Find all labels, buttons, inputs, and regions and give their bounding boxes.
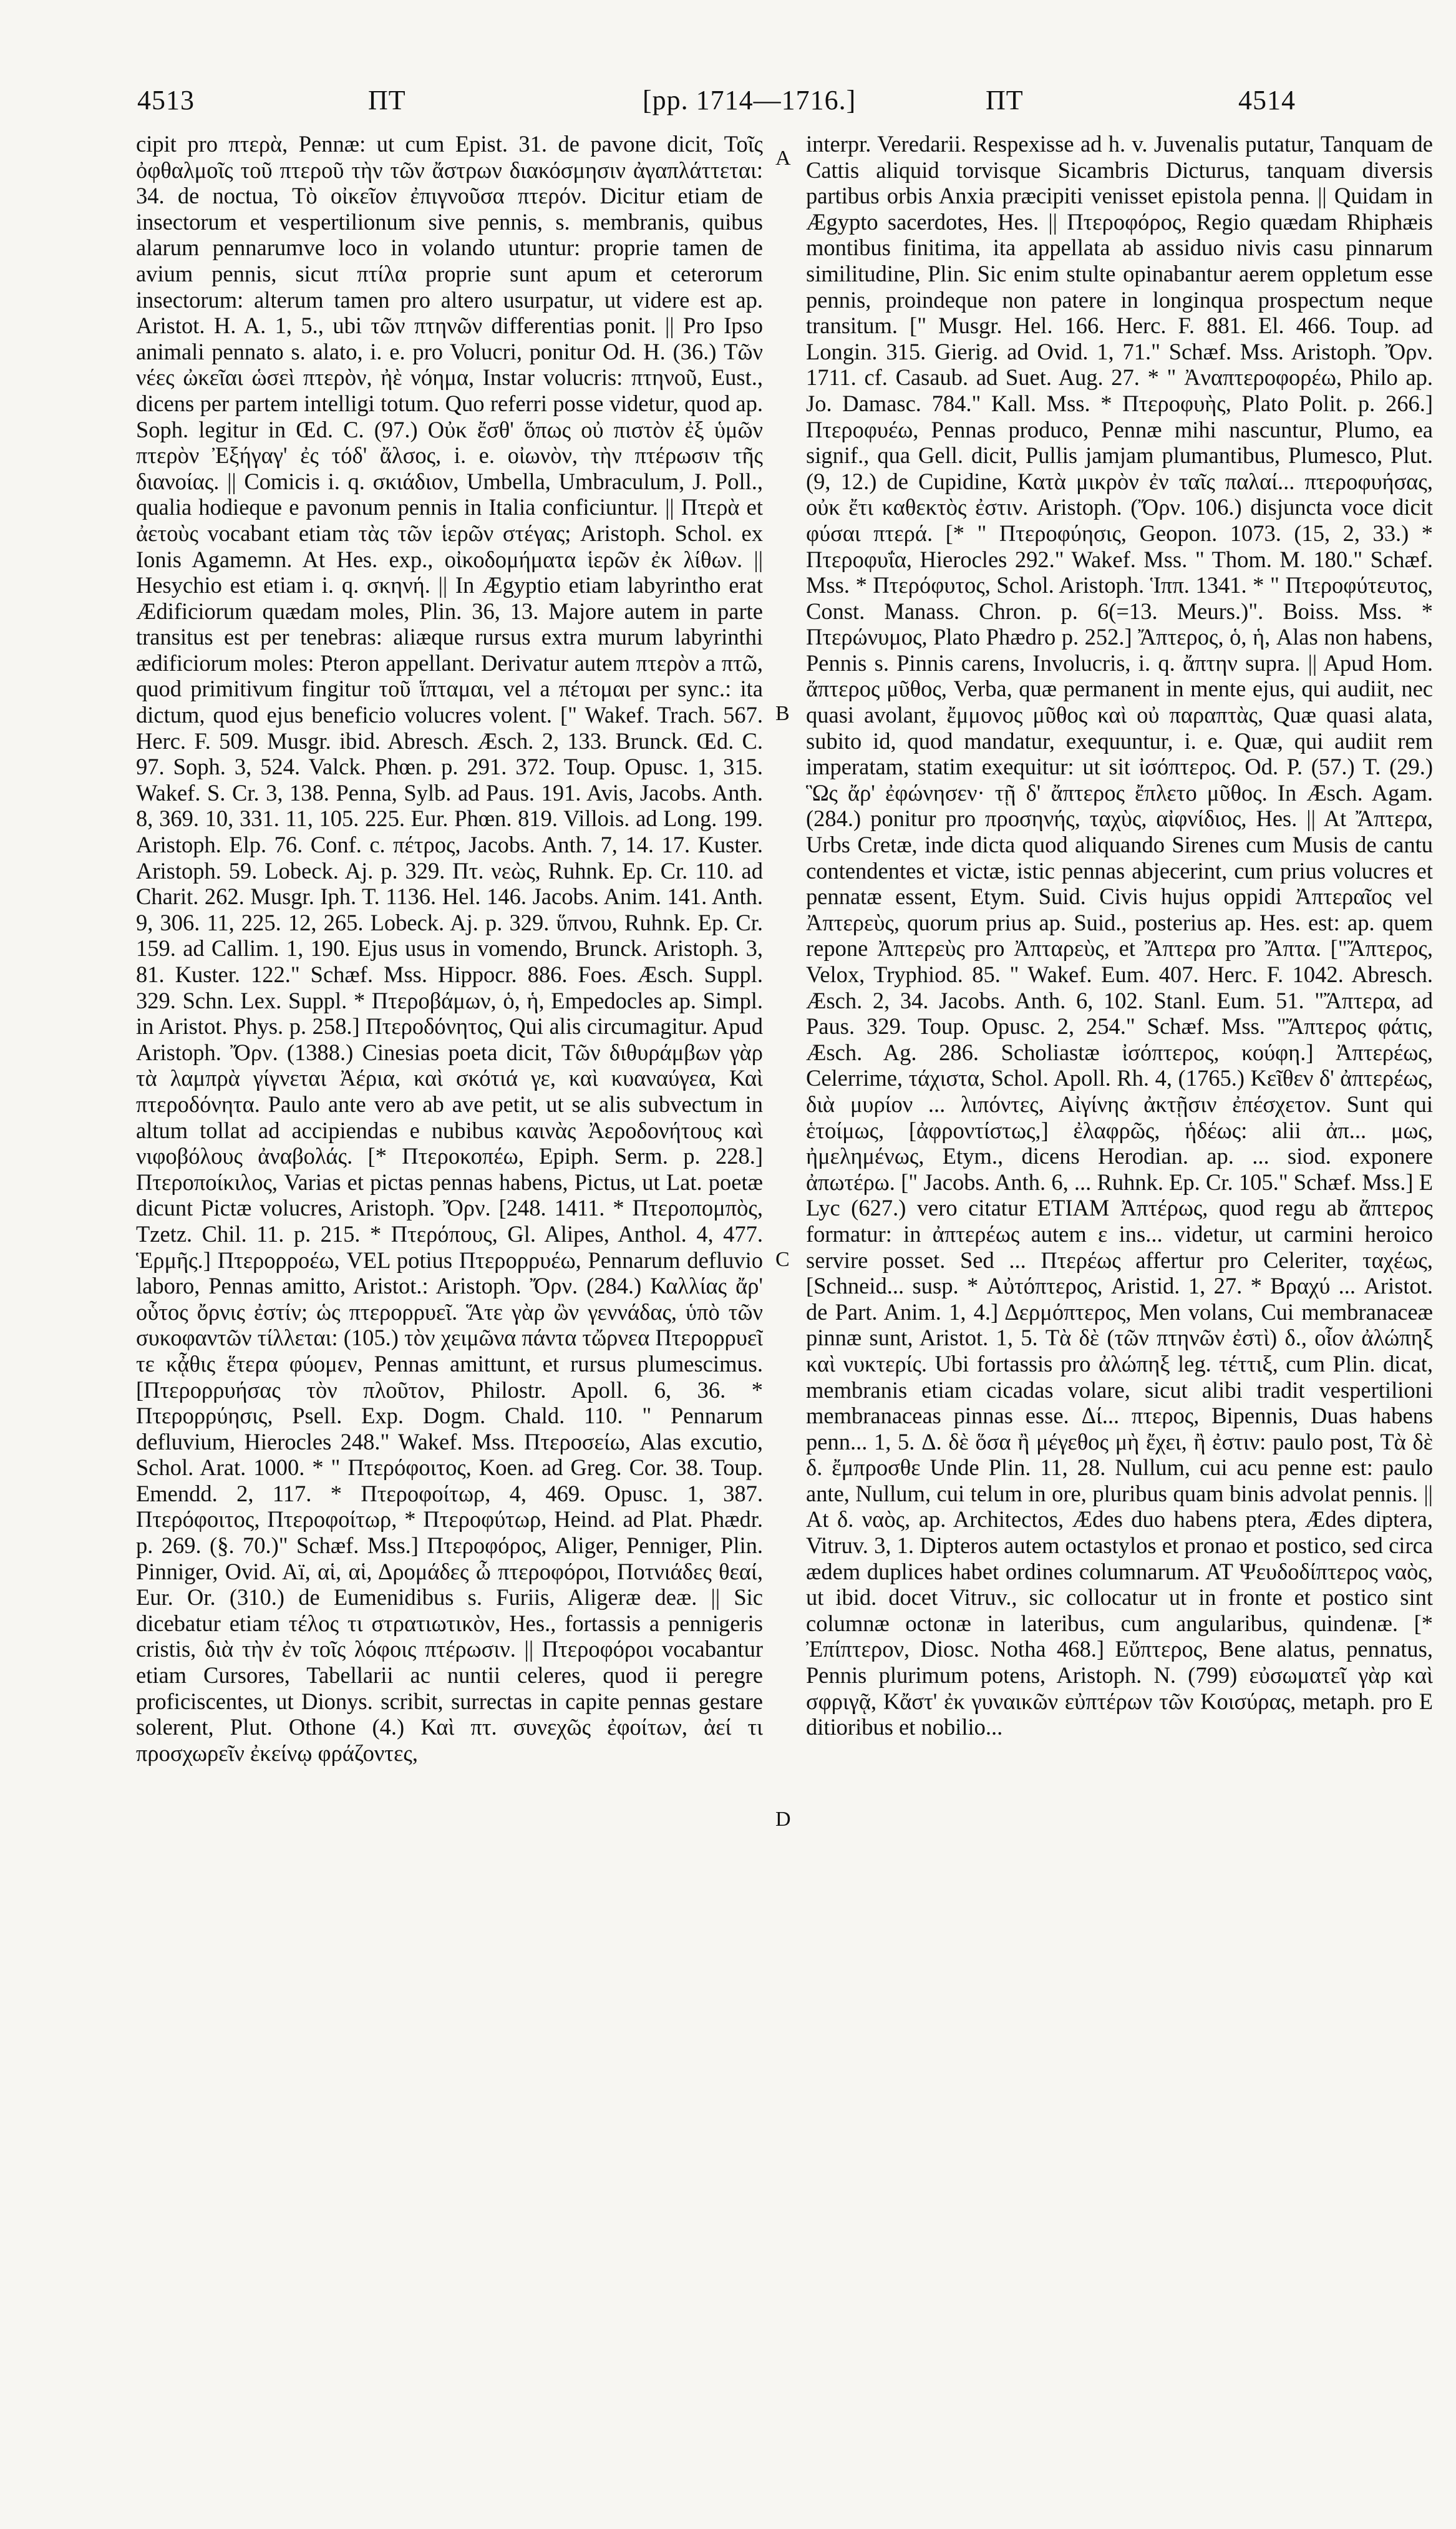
margin-letter-d: D bbox=[775, 1808, 791, 1831]
left-text-column bbox=[136, 131, 763, 2490]
right-text-column bbox=[806, 131, 1433, 2490]
right-column-number: 4514 bbox=[1238, 85, 1296, 115]
left-column-number: 4513 bbox=[137, 85, 195, 115]
page-header bbox=[0, 59, 1456, 134]
margin-letter-c: C bbox=[775, 1248, 790, 1271]
margin-letter-b: B bbox=[775, 702, 790, 725]
left-running-head: ΠΤ bbox=[368, 85, 406, 115]
page-reference: [pp. 1714—1716.] bbox=[643, 85, 857, 115]
left-column-paragraph: cipit pro πτερὰ, Pennæ: ut cum Epist. 31. de pavone dicit, Τοῖς ὀφθαλμοῖς τοῦ πτεροῦ τὴν τῶν ἄστρων διακόσμησιν ἀγαπλάττεται: 34. de noctua, Τὸ οἰκεῖον ἐπιγνοῦσα πτερόν. Dicitur etiam de insectorum et vespertilionum sive pennis, s. membranis, quibus alarum pennarumve loco in volando utuntur: proprie tamen de avium pennis, sicut πτίλα proprie sunt apum et ceterorum insectorum: alterum tamen pro altero usurpatur, ut videre est ap. Aristot. H. A. 1, 5., ubi τῶν πτηνῶν differentias ponit. || Pro Ipso animali pennato s. alato, i. e. pro Volucri, ponitur Od. H. (36.) Τῶν νέες ὠκεῖαι ὡσεὶ πτερὸν, ἠὲ νόημα, Instar volucris: πτηνοῦ, Eust., dicens per partem intelligi totum. Quo referri posse videtur, quod ap. Soph. legitur in Œd. C. (97.) Οὐκ ἔσθ' ὅπως οὐ πιστὸν ἐξ ὑμῶν πτερὸν Ἐξήγαγ' ἐς τόδ' ἄλσος, i. e. οἰωνὸν, τὴν πτέρωσιν τῆς διανοίας. || Comicis i. q. σκιάδιον, Umbella, Umbraculum, J. Poll., qualia hodieque e pavonum pennis in Italia conficiuntur. || Πτερὰ et ἀετοὺς vocabant etiam τὰς τῶν ἱερῶν στέγας; Aristoph. Schol. ex Ionis Agamemn. At Hes. exp., οἰκοδομήματα ἱερῶν ἐκ λίθων. || Hesychio est etiam i. q. σκηνή. || In Ægyptio etiam labyrintho erat Ædificiorum quædam moles, Plin. 36, 13. Majore autem in parte transitus est per tenebras: aliæque rursus extra murum labyrinthi ædificiorum moles: Pteron appellant. Derivatur autem πτερὸν a πτῶ, quod primitivum fingitur τοῦ ἵπταμαι, vel a πέτομαι per sync.: ita dictum, quod ejus beneficio volucres volent. [" Wakef. Trach. 567. Herc. F. 509. Musgr. ibid. Abresch. Æsch. 2, 133. Brunck. Œd. C. 97. Soph. 3, 524. Valck. Phœn. p. 291. 372. Toup. Opusc. 1, 315. Wakef. S. Cr. 3, 138. Penna, Sylb. ad Paus. 191. Avis, Jacobs. Anth. 8, 369. 10, 331. 11, 105. 225. Eur. Phœn. 819. Villois. ad Long. 199. Aristoph. Elp. 76. Conf. c. πέτρος, Jacobs. Anth. 7, 14. 17. Kuster. Aristoph. 59. Lobeck. Aj. p. 329. Πτ. νεὼς, Ruhnk. Ep. Cr. 110. ad Charit. 262. Musgr. Iph. T. 1136. Hel. 146. Jacobs. Anim. 141. Anth. 9, 306. 11, 225. 12, 265. Lobeck. Aj. p. 329. ὕπνου, Ruhnk. Ep. Cr. 159. ad Callim. 1, 190. Ejus usus in vomendo, Brunck. Aristoph. 3, 81. Kuster. 122." Schæf. Mss. Hippocr. 886. Foes. Æsch. Suppl. 329. Schn. Lex. Suppl. * Πτεροβάμων, ὁ, ἡ, Empedocles ap. Simpl. in Aristot. Phys. p. 258.] Πτεροδόνητος, Qui alis circumagitur. Apud Aristoph. Ὄρν. (1388.) Cinesias poeta dicit, Τῶν διθυράμβων γὰρ τὰ λαμπρὰ γίγνεται Ἀέρια, καὶ σκότιά γε, καὶ κυαναύγεα, Καὶ πτεροδόνητα. Paulo ante vero ab ave petit, ut se alis subvectum in altum tollat ad accipiendas e nubibus καινὰς Ἀεροδονήτους καὶ νιφοβόλους ἀναβολάς. [* Πτεροκοπέω, Epiph. Serm. p. 228.] Πτεροποίκιλος, Varias et pictas pennas habens, Pictus, ut Lat. poetæ dicunt Pictæ volucres, Aristoph. Ὄρν. [248. 1411. * Πτεροπομπὸς, Tzetz. Chil. 11. p. 215. * Πτερόπους, Gl. Alipes, Anthol. 4, 477. Ἑρμῆς.] Πτερορροέω, VEL potius Πτερορρυέω, Pennarum defluvio laboro, Pennas amitto, Aristot.: Aristoph. Ὄρν. (284.) Καλλίας ἄρ' οὗτος ὄρνις ἐστίν; ὡς πτερορρυεῖ. Ἅτε γὰρ ὢν γεννάδας, ὑπὸ τῶν συκοφαντῶν τίλλεται: (105.) τὸν χειμῶνα πάντα τὤρνεα Πτερορρυεῖ τε κᾆθις ἕτερα φύομεν, Pennas amittunt, et rursus plumescimus. [Πτερορρυήσας τὸν πλοῦτον, Philostr. Apoll. 6, 36. * Πτερορρύησις, Psell. Exp. Dogm. Chald. 110. " Pennarum defluvium, Hierocles 248." Wakef. Mss. Πτεροσείω, Alas excutio, Schol. Arat. 1000. * " Πτερόφοιτος, Koen. ad Greg. Cor. 38. Toup. Emendd. 2, 117. * Πτεροφοίτωρ, 4, 469. Opusc. 1, 387. Πτερόφοιτος, Πτεροφοίτωρ, * Πτεροφύτωρ, Heind. ad Plat. Phædr. p. 269. (§. 70.)" Schæf. Mss.] Πτεροφόρος, Aliger, Penniger, Plin. Pinniger, Ovid. Aï, αἱ, αἱ, Δρομάδες ὦ πτεροφόροι, Ποτνιάδες θεαί, Eur. Or. (310.) de Eumenidibus s. Furiis, Aligeræ deæ. || Sic dicebatur etiam τέλος τι στρατιωτικὸν, Hes., fortassis a pennigeris cristis, διὰ τὴν ἐν τοῖς λόφοις πτέρωσιν. || Πτεροφόροι vocabantur etiam Cursores, Tabellarii ac nuntii celeres, quod ii peregre proficiscentes, ut Dionys. scribit, surrectas in capite pennas gestare solerent, Plut. Othone (4.) Καὶ πτ. συνεχῶς ἐφοίτων, ἀεί τι προσχωρεῖν ἐκείνῳ φράζοντες, bbox=[136, 131, 763, 1766]
right-running-head: ΠΤ bbox=[986, 85, 1024, 115]
right-column-paragraph: interpr. Veredarii. Respexisse ad h. v. Juvenalis putatur, Tanquam de Cattis aliquid torvisque Sicambris Dicturus, tanquam diversis partibus orbis Anxia præcipiti venisset epistola penna. || Quidam in Ægypto sacerdotes, Hes. || Πτεροφόρος, Regio quædam Rhiphæis montibus finitima, ita appellata ab assiduo nivis casu pinnarum similitudine, Plin. Sic enim stulte opinabantur aerem oppletum esse pennis, proindeque non patere in longinqua prospectum neque transitum. [" Musgr. Hel. 166. Herc. F. 881. El. 466. Toup. ad Longin. 315. Gierig. ad Ovid. 1, 71." Schæf. Mss. Aristoph. Ὄρν. 1711. cf. Casaub. ad Suet. Aug. 27. * " Ἀναπτεροφορέω, Philo ap. Jo. Damasc. 784." Kall. Mss. * Πτεροφυὴς, Plato Polit. p. 266.] Πτεροφυέω, Pennas produco, Pennæ mihi nascuntur, Plumo, ea signif., qua Gell. dicit, Pullis jamjam plumantibus, Plumesco, Plut. (9, 12.) de Cupidine, Κατὰ μικρὸν ἐν ταῖς παλαί... πτεροφυήσας, οὐκ ἔτι καθεκτὸς ἐστιν. Aristoph. (Ὄρν. 106.) disjuncta voce dicit φύσαι πτερά. [* " Πτεροφύησις, Geopon. 1073. (15, 2, 33.) * Πτεροφυΐα, Hierocles 292." Wakef. Mss. " Thom. M. 180." Schæf. Mss. * Πτερόφυτος, Schol. Aristoph. Ἱππ. 1341. * " Πτεροφύτευτος, Const. Manass. Chron. p. 6(=13. Meurs.)". Boiss. Mss. * Πτερώνυμος, Plato Phædro p. 252.] Ἄπτερος, ὁ, ἡ, Alas non habens, Pennis s. Pinnis carens, Involucris, i. q. ἄπτην supra. || Apud Hom. ἄπτερος μῦθος, Verba, quæ permanent in mente ejus, qui audiit, nec quasi avolant, ἔμμονος μῦθος καὶ οὐ παραπτὰς, Quæ quasi alata, subito id, quod mandatur, exequuntur, i. e. Quæ, qui audiit rem imperatam, statim exequitur: ut sit ἰσόπτερος. Od. P. (57.) T. (29.) Ὣς ἄρ' ἐφώνησεν· τῇ δ' ἄπτερος ἔπλετο μῦθος. In Æsch. Agam. (284.) ponitur pro προσηνής, ταχὺς, αἰφνίδιος, Hes. || At Ἄπτερα, Urbs Cretæ, inde dicta quod aliquando Sirenes cum Musis de cantu contendentes et victæ, istic pennas abjecerint, cum prius volucres et pennatæ essent, Etym. Suid. Civis hujus oppidi Ἀπτεραῖος vel Ἀπτερεὺς, quorum prius ap. Suid., posterius ap. Hes. est: ap. quem repone Ἀπτερεὺς pro Ἀπταρεὺς, et Ἄπτερα pro Ἄπτα. ["Ἄπτερος, Velox, Tryphiod. 85. " Wakef. Eum. 407. Herc. F. 1042. Abresch. Æsch. 2, 34. Jacobs. Anth. 6, 102. Stanl. Eum. 51. "Ἄπτερα, ad Paus. 329. Toup. Opusc. 2, 254." Schæf. Mss. "Ἄπτερος φάτις, Æsch. Ag. 286. Scholiastæ ἰσόπτερος, κούφη.] Ἀπτερέως, Celerrime, τάχιστα, Schol. Apoll. Rh. 4, (1765.) Κεῖθεν δ' ἀπτερέως, διὰ μυρίον ... λιπόντες, Αἰγίνης ἀκτῇσιν ἐπέσχετον. Sunt qui ἑτοίμως, [ἀφροντίστως,] ἐλαφρῶς, ἡδέως: alii ἀπ... μως, ἠμελημένως, Etym., dicens Herodian. ap. ... siod. exponere ἀπωτέρω. [" Jacobs. Anth. 6, ... Ruhnk. Ep. Cr. 105." Schæf. Mss.] E Lyc (627.) vero citatur ETIAM Ἀπτέρως, quod regu ab ἄπτερος formatur: in ἀπτερέως autem ε ins... videtur, ut carmini heroico servire posset. Sed ... Πτερέως affertur pro Celeriter, ταχέως, [Schneid... susp. * Αὐτόπτερος, Aristid. 1, 27. * Βραχύ ... Aristot. de Part. Anim. 1, 4.] Δερμόπτερος, Men volans, Cui membranaceæ pinnæ sunt, Aristot. 1, 5. Τὰ δὲ (τῶν πτηνῶν ἐστὶ) δ., οἷον ἀλώπηξ καὶ νυκτερίς. Ubi fortassis pro ἀλώπηξ leg. τέττιξ, cum Plin. dicat, membranis etiam cicadas volare, sicut alibi tradit vespertilioni membranaceas pinnas esse. Δί... πτερος, Bipennis, Duas habens penn... 1, 5. Δ. δὲ ὅσα ἢ μέγεθος μὴ ἔχει, ἢ ἐστιν: paulo post, Τὰ δὲ δ. ἔμπροσθε Unde Plin. 11, 28. Nullum, cui acu penne est: paulo ante, Nullum, cui telum in ore, pluribus quam binis advolat pennis. || At δ. ναὸς, ap. Architectos, Ædes duo habens ptera, Ædes diptera, Vitruv. 3, 1. Dipteros autem octastylos et pronao et postico, sed circa ædem duplices habet ordines columnarum. AT Ψευδοδίπτερος ναὸς, ut ibid. docet Vitruv., sic collocatur ut in fronte et postico sint columnæ octonæ in lateribus, cum angularibus, quindenæ. [* Ἐπίπτερον, Diosc. Notha 468.] Εὔπτερος, Bene alatus, pennatus, Pennis plurimum potens, Aristoph. N. (799) εὐσωματεῖ γὰρ καὶ σφριγᾷ, Κἄστ' ἐκ γυναικῶν εὐπτέρων τῶν Κοισύρας, metaph. pro E ditioribus et nobilio... bbox=[806, 131, 1433, 1740]
margin-letter-a: A bbox=[775, 147, 791, 170]
